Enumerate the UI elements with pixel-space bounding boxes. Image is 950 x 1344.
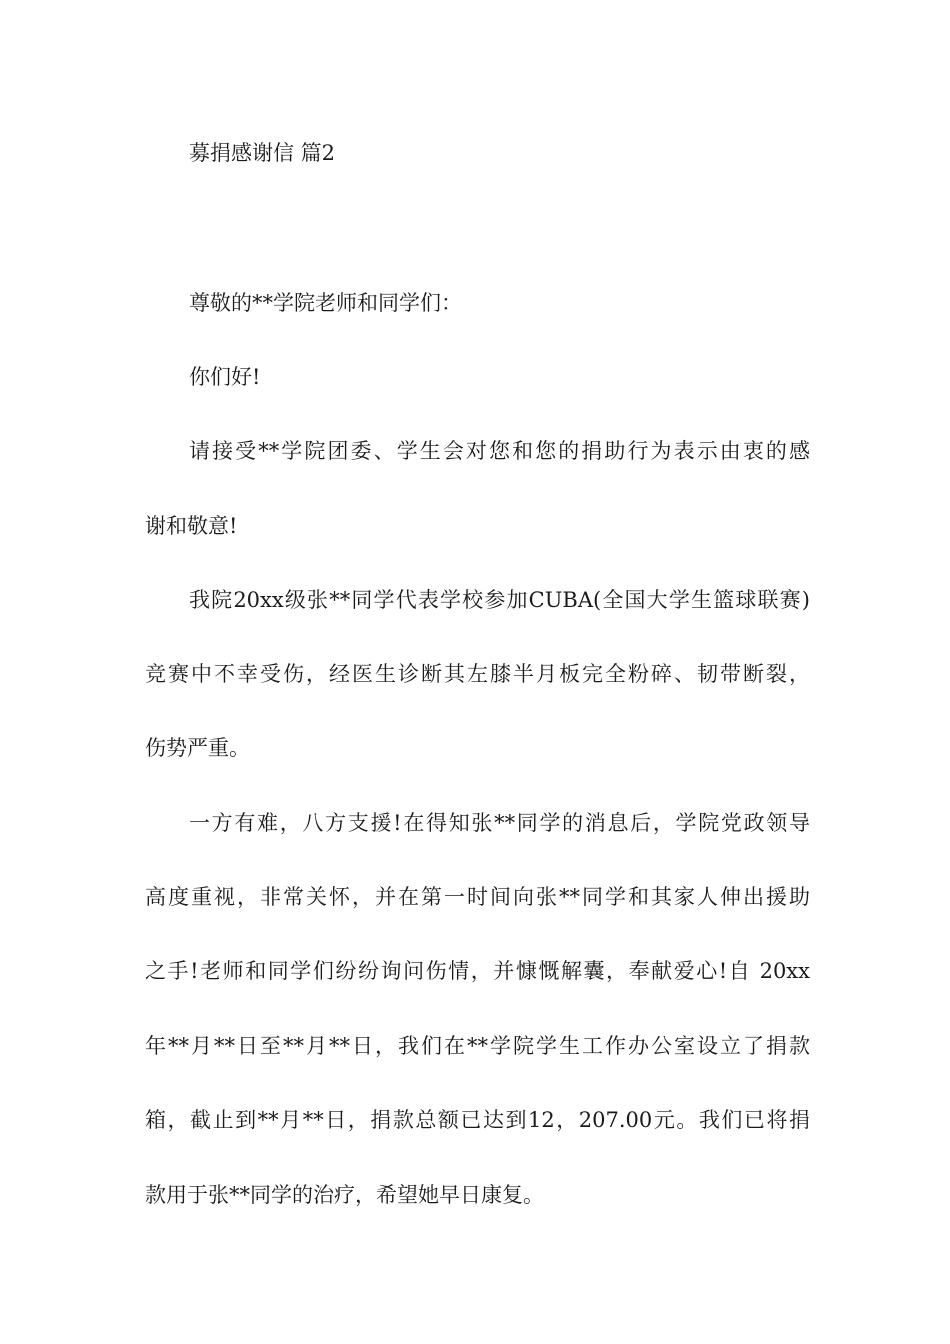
paragraph-line: 年**月**日至**月**日，我们在**学院学生工作办公室设立了捐款 [145, 1034, 810, 1058]
paragraph-line: 谢和敬意! [145, 514, 238, 538]
paragraph-line: 之手!老师和同学们纷纷询问伤情，并慷慨解囊，奉献爱心!自 20xx [145, 959, 810, 983]
document-heading: 募捐感谢信 篇2 [189, 141, 336, 165]
paragraph-line: 高度重视，非常关怀，并在第一时间向张**同学和其家人伸出援助 [145, 885, 810, 909]
paragraph-line: 款用于张**同学的治疗，希望她早日康复。 [145, 1183, 544, 1207]
greeting: 你们好! [189, 365, 261, 389]
paragraph-line: 我院20xx级张**同学代表学校参加CUBA(全国大学生篮球联赛) [189, 588, 810, 612]
salutation: 尊敬的**学院老师和同学们： [189, 291, 462, 315]
paragraph-line: 伤势严重。 [145, 736, 250, 760]
paragraph-line: 请接受**学院团委、学生会对您和您的捐助行为表示由衷的感 [189, 439, 810, 463]
paragraph-line: 竞赛中不幸受伤，经医生诊断其左膝半月板完全粉碎、韧带断裂， [145, 662, 810, 686]
paragraph-line: 一方有难，八方支援!在得知张**同学的消息后，学院党政领导 [189, 811, 810, 835]
paragraph-line: 箱，截止到**月**日，捐款总额已达到12，207.00元。我们已将捐 [145, 1108, 810, 1132]
